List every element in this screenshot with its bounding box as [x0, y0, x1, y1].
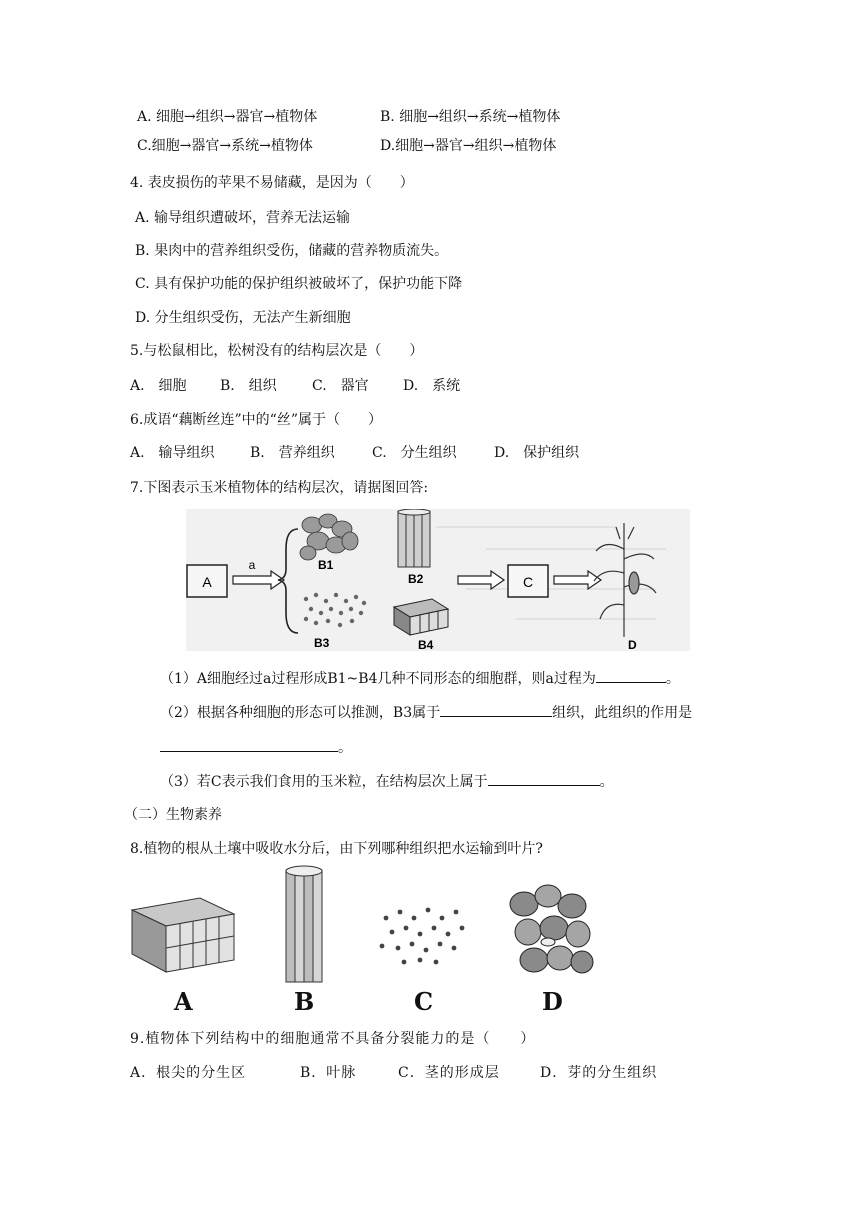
fig-label-d: D — [542, 987, 563, 1016]
q7-sub1 — [160, 668, 680, 688]
q9-option-a: A．根尖的分生区 — [130, 1065, 247, 1081]
q8-stem: 8.植物的根从土壤中吸收水分后，由下列哪种组织把水运输到叶片? — [130, 841, 543, 857]
tissue-b2 — [398, 509, 430, 567]
d-label: D — [628, 638, 637, 651]
q5-option-d: D. 系统 — [403, 378, 461, 394]
diagram-svg — [186, 509, 690, 651]
section-heading: （二）生物素养 — [124, 807, 222, 823]
tissue-c-icon — [380, 908, 465, 965]
q5-option-b: B. 组织 — [220, 378, 277, 394]
fig-label-a: A — [174, 987, 193, 1016]
q7-sub2-text: （2）根据各种细胞的形态可以推测，B3属于 — [160, 705, 441, 721]
q3-option-a: A. 细胞→组织→器官→植物体 — [137, 109, 318, 125]
tissue-b3 — [304, 593, 366, 627]
tissue-d-icon — [510, 885, 593, 973]
q9-option-d: D．芽的分生组织 — [540, 1065, 658, 1081]
q5-option-a: A. 细胞 — [130, 378, 187, 394]
b2-label: B2 — [408, 572, 424, 586]
q4-option-a: A. 输导组织遭破坏，营养无法运输 — [135, 210, 351, 226]
arrow-to-d — [554, 571, 601, 589]
q6-stem: 6.成语“藕断丝连”中的“丝”属于（ ） — [130, 412, 382, 428]
brace — [278, 529, 298, 633]
tissue-b4 — [394, 599, 448, 635]
box-a-label: A — [202, 574, 212, 590]
q7-sub2-mid: 组织，此组织的作用是 — [552, 705, 693, 721]
q7-sub2-blank-b[interactable] — [160, 737, 338, 752]
tissue-b-icon — [286, 866, 322, 982]
tissue-figure — [130, 862, 600, 1016]
arrow-a-label: a — [248, 558, 256, 572]
q3-option-b: B. 细胞→组织→系统→植物体 — [380, 109, 561, 125]
q5-option-c: C. 器官 — [312, 378, 369, 394]
q7-sub2-blank-a[interactable] — [440, 702, 552, 717]
q6-option-c: C. 分生组织 — [372, 445, 457, 461]
q9-option-b: B．叶脉 — [300, 1065, 357, 1081]
tissue-a-icon — [132, 898, 234, 972]
box-c-label: C — [522, 574, 534, 590]
tissue-figure-svg — [130, 862, 600, 1012]
arrow-to-c — [458, 571, 504, 589]
b1-label: B1 — [318, 558, 334, 572]
q4-option-d: D. 分生组织受伤，无法产生新细胞 — [135, 310, 351, 326]
q3-option-d: D.细胞→器官→组织→植物体 — [380, 138, 557, 154]
b4-label: B4 — [418, 638, 434, 651]
q4-stem: 4. 表皮损伤的苹果不易储藏，是因为（ ） — [130, 175, 414, 191]
q6-option-b: B. 营养组织 — [250, 445, 335, 461]
b3-label: B3 — [314, 636, 330, 650]
q7-sub2-cont — [160, 737, 352, 757]
fig-label-b: B — [294, 987, 315, 1016]
q7-sub3-text: （3）若C表示我们食用的玉米粒，在结构层次上属于 — [160, 774, 488, 790]
q9-stem: 9.植物体下列结构中的细胞通常不具备分裂能力的是（ ） — [130, 1031, 536, 1047]
tissue-b1 — [300, 514, 358, 560]
q6-option-a: A. 输导组织 — [130, 445, 215, 461]
q7-sub2-end: 。 — [338, 740, 352, 756]
q6-option-d: D. 保护组织 — [494, 445, 580, 461]
fig-label-c: C — [414, 987, 434, 1016]
q3-option-c: C.细胞→器官→系统→植物体 — [137, 138, 313, 154]
q7-sub1-blank[interactable] — [596, 668, 666, 683]
q5-stem: 5.与松鼠相比，松树没有的结构层次是（ ） — [130, 343, 424, 359]
q7-stem: 7.下图表示玉米植物体的结构层次，请据图回答: — [130, 480, 429, 496]
q7-sub3-end: 。 — [599, 774, 614, 790]
corn-structure-diagram — [186, 509, 690, 651]
q4-option-b: B. 果肉中的营养组织受伤，储藏的营养物质流失。 — [135, 243, 449, 259]
q4-option-c: C. 具有保护功能的保护组织被破坏了，保护功能下降 — [135, 276, 463, 292]
q7-sub1-text: （1）A细胞经过a过程形成B1~B4几种不同形态的细胞群，则a过程为 — [160, 671, 596, 687]
q7-sub3-blank[interactable] — [488, 771, 600, 786]
corn-plant-icon — [594, 523, 656, 637]
q7-sub2 — [160, 702, 692, 722]
q7-sub1-end: 。 — [665, 671, 680, 687]
q7-sub3 — [160, 771, 614, 791]
arrow-a — [233, 571, 284, 589]
q9-option-c: C．茎的形成层 — [398, 1065, 500, 1081]
